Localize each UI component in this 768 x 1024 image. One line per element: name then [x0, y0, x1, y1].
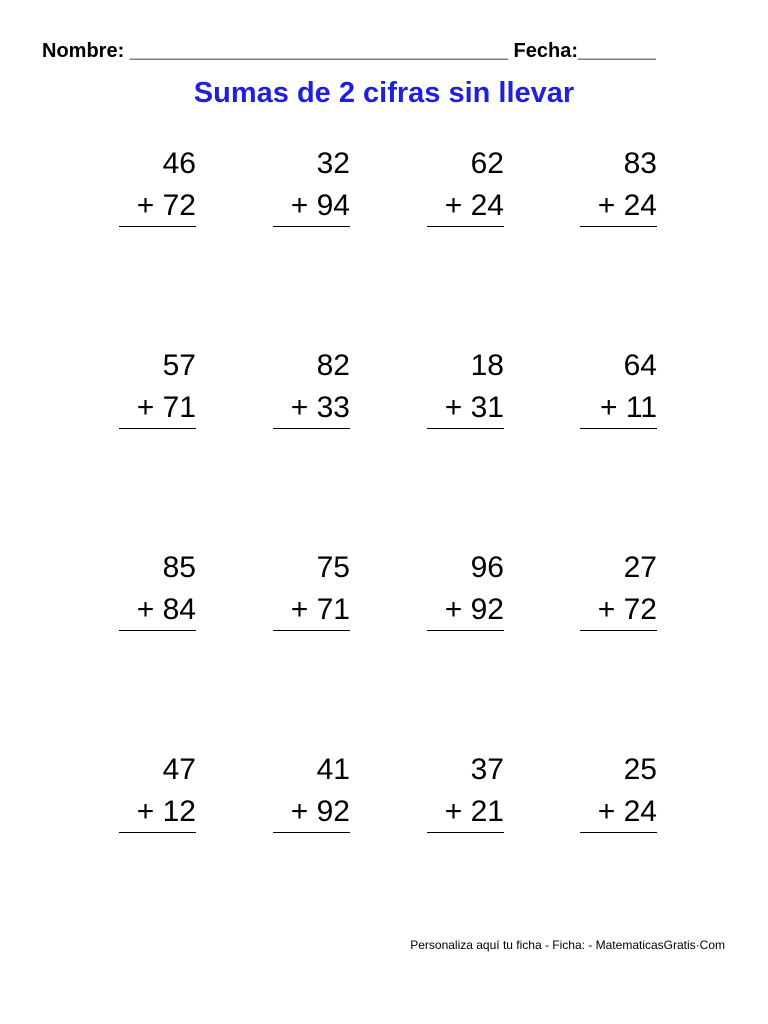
problem — [273, 748, 350, 833]
problem — [580, 546, 657, 631]
addend-bottom: + 24 — [580, 185, 657, 227]
addend-bottom: + 21 — [427, 791, 504, 833]
addend-bottom: + 92 — [273, 791, 350, 833]
problem — [119, 546, 196, 631]
problem — [427, 344, 504, 429]
addend-top: 64 — [623, 349, 657, 382]
worksheet-title: Sumas de 2 cifras sin llevar — [193, 77, 575, 109]
footer-credit: Personaliza aquí tu ficha - Ficha: - MatematicasGratis·Com — [410, 938, 725, 952]
addend-bottom: + 71 — [119, 387, 196, 429]
problem — [119, 748, 196, 833]
addend-top: 82 — [316, 349, 350, 382]
addend-bottom: + 24 — [427, 185, 504, 227]
problem — [427, 546, 504, 631]
problem — [273, 142, 350, 227]
addend-bottom: + 92 — [427, 589, 504, 631]
addend-top: 25 — [623, 753, 657, 786]
addend-top: 96 — [470, 551, 504, 584]
addend-bottom: + 31 — [427, 387, 504, 429]
addend-bottom: + 72 — [580, 589, 657, 631]
addend-top: 41 — [316, 753, 350, 786]
problem — [273, 546, 350, 631]
problem — [119, 142, 196, 227]
addend-bottom: + 84 — [119, 589, 196, 631]
problem — [580, 142, 657, 227]
addend-bottom: + 12 — [119, 791, 196, 833]
addend-top: 27 — [623, 551, 657, 584]
addend-bottom: + 72 — [119, 185, 196, 227]
addend-bottom: + 33 — [273, 387, 350, 429]
addend-top: 18 — [470, 349, 504, 382]
name-date-line: Nombre: __________________________________ Fecha:_______ — [42, 40, 656, 62]
addend-top: 83 — [623, 147, 657, 180]
addend-top: 57 — [162, 349, 196, 382]
addend-top: 32 — [316, 147, 350, 180]
addend-top: 75 — [316, 551, 350, 584]
addend-bottom: + 24 — [580, 791, 657, 833]
addend-bottom: + 11 — [580, 387, 657, 429]
problem — [580, 344, 657, 429]
addend-top: 85 — [162, 551, 196, 584]
problem — [119, 344, 196, 429]
addend-top: 62 — [470, 147, 504, 180]
problem — [273, 344, 350, 429]
problem — [427, 748, 504, 833]
addend-bottom: + 71 — [273, 589, 350, 631]
addend-bottom: + 94 — [273, 185, 350, 227]
addend-top: 47 — [162, 753, 196, 786]
problem — [427, 142, 504, 227]
addend-top: 37 — [470, 753, 504, 786]
addend-top: 46 — [162, 147, 196, 180]
problem — [580, 748, 657, 833]
